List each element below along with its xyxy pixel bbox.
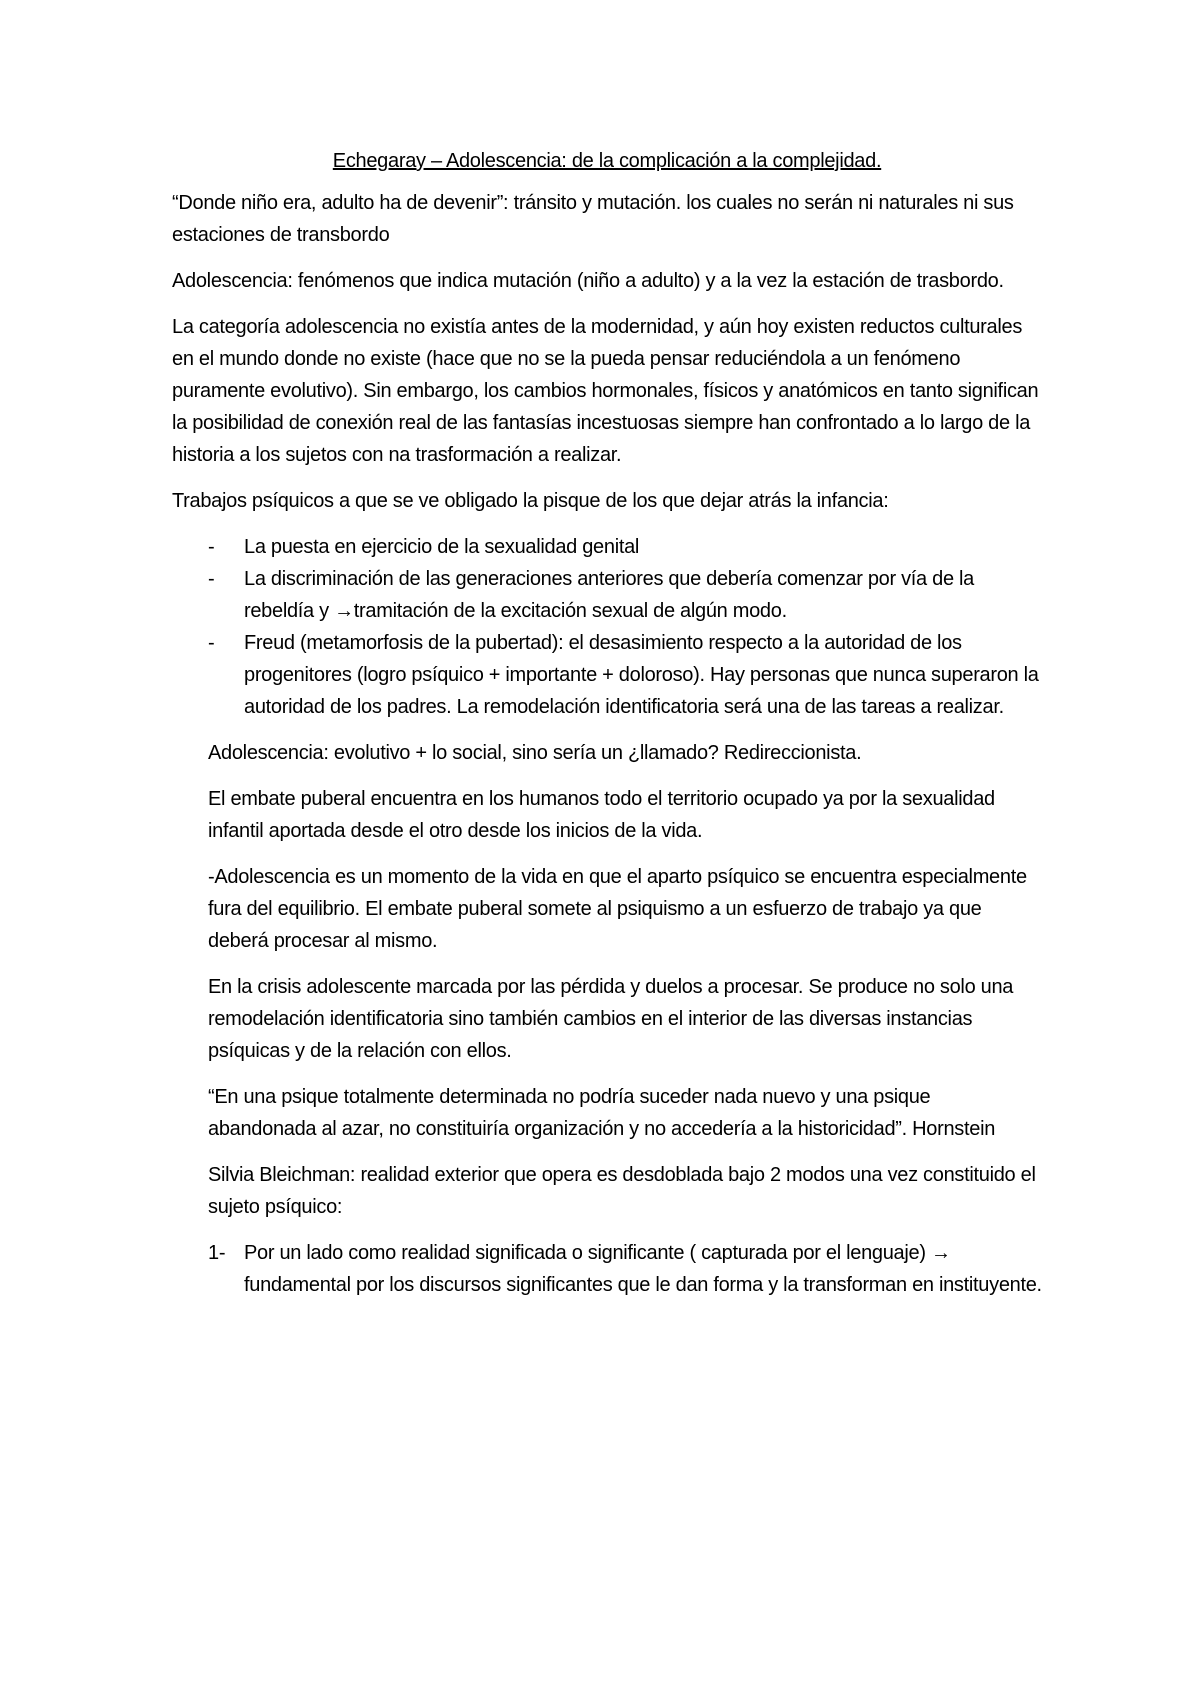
list-item-text: Freud (metamorfosis de la pubertad): el desasimiento respecto a la autoridad de los progenitores (logro psíquico + importante + doloroso). Hay personas que nunca superaron la autoridad de los padres. La remodelación identificatoria será una de las tareas a realizar. — [244, 632, 1039, 718]
list-bullet: - — [208, 536, 215, 558]
list-number: 1- — [208, 1242, 226, 1264]
paragraph-trabajos-psiquicos: Trabajos psíquicos a que se ve obligado la pisque de los que dejar atrás la infancia: — [172, 490, 889, 512]
list-bullet: - — [208, 632, 215, 654]
dash-list — [172, 531, 1042, 723]
list-item — [172, 627, 1042, 723]
paragraph-embate-puberal: El embate puberal encuentra en los humanos todo el territorio ocupado ya por la sexualidad infantil aportada desde el otro desde los inicios de la vida. — [208, 788, 995, 842]
list-item-text: Por un lado como realidad significada o significante ( capturada por el lenguaje) → fundamental por los discursos significantes que le dan forma y la transforman en instituyente. — [244, 1242, 1042, 1296]
list-item — [172, 1237, 1042, 1301]
paragraph-quote-intro: “Donde niño era, adulto ha de devenir”: tránsito y mutación. los cuales no serán ni naturales ni sus estaciones de transbordo — [172, 192, 1014, 246]
list-item — [172, 563, 1042, 627]
document-body — [172, 145, 1042, 1315]
paragraph-hornstein-quote: “En una psique totalmente determinada no podría suceder nada nuevo y una psique abandonada al azar, no constituiría organización y no accedería a la historicidad”. Hornstein — [208, 1086, 996, 1140]
document-title: Echegaray – Adolescencia: de la complicación a la complejidad. — [332, 150, 882, 172]
list-item-text: La discriminación de las generaciones anteriores que debería comenzar por vía de la rebeldía y →tramitación de la excitación sexual de algún modo. — [244, 568, 974, 622]
paragraph-bleichman: Silvia Bleichman: realidad exterior que opera es desdoblada bajo 2 modos una vez constituido el sujeto psíquico: — [208, 1164, 1036, 1218]
paragraph-evolutivo-social: Adolescencia: evolutivo + lo social, sino sería un ¿llamado? Redireccionista. — [208, 742, 862, 764]
paragraph-crisis-adolescente: En la crisis adolescente marcada por las pérdida y duelos a procesar. Se produce no solo una remodelación identificatoria sino también cambios en el interior de las diversas instancias psíquicas y de la relación con ellos. — [208, 976, 1014, 1062]
paragraph-adolescencia-definition: Adolescencia: fenómenos que indica mutación (niño a adulto) y a la vez la estación de trasbordo. — [172, 270, 1004, 292]
list-item-text: La puesta en ejercicio de la sexualidad genital — [244, 536, 640, 558]
paragraph-aparato-psiquico: -Adolescencia es un momento de la vida en que el aparto psíquico se encuentra especialmente fura del equilibrio. El embate puberal somete al psiquismo a un esfuerzo de trabajo ya que deberá procesar al mismo. — [208, 866, 1027, 952]
list-item — [172, 531, 1042, 563]
list-bullet: - — [208, 568, 215, 590]
numbered-list — [172, 1237, 1042, 1301]
paragraph-modernidad: La categoría adolescencia no existía antes de la modernidad, y aún hoy existen reductos culturales en el mundo donde no existe (hace que no se la pueda pensar reduciéndola a un fenómeno puramente evolutivo). Sin embargo, los cambios hormonales, físicos y anatómicos en tanto significan la posibilidad de conexión real de las fantasías incestuosas siempre han confrontado a lo largo de la historia a los sujetos con na trasformación a realizar. — [172, 316, 1039, 466]
